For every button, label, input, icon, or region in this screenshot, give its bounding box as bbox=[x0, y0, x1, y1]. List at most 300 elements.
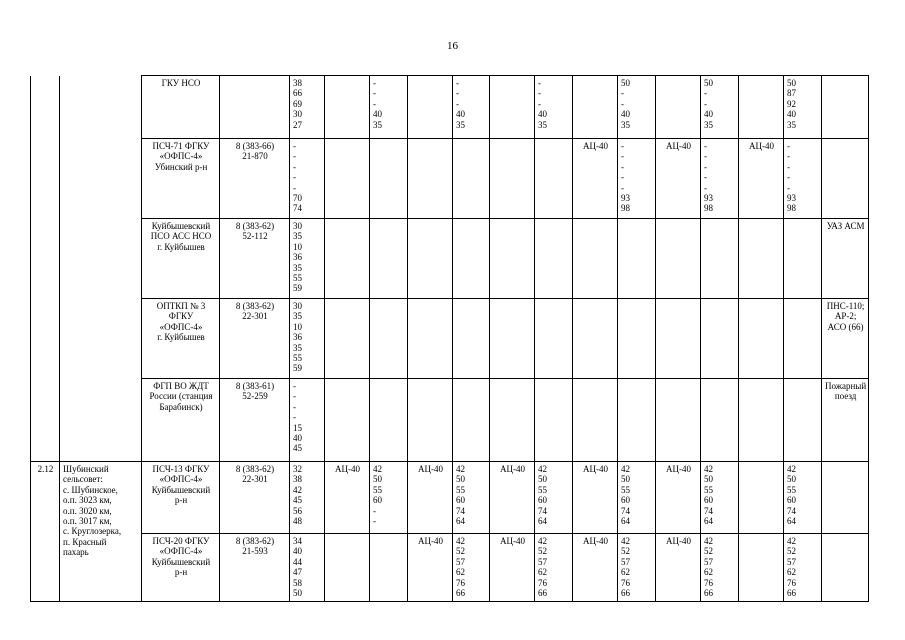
cell-line: 42 bbox=[456, 464, 465, 474]
cell-line: г. Куйбышев bbox=[157, 241, 205, 252]
cell-line: АЦ-40 bbox=[583, 141, 608, 151]
cell-line: - bbox=[293, 151, 296, 162]
cell-line: 50 bbox=[293, 588, 302, 599]
cell-line: 76 bbox=[787, 577, 796, 588]
cell-line: 52-259 bbox=[242, 391, 268, 402]
cell-line: 50 bbox=[373, 474, 382, 485]
cell-equip bbox=[822, 379, 869, 462]
cell-line: 74 bbox=[704, 505, 713, 516]
cell-line: с. Круглозерка, bbox=[63, 526, 122, 537]
cell-phone bbox=[220, 76, 290, 139]
cell-c7 bbox=[535, 534, 573, 602]
cell-line: - bbox=[621, 161, 624, 172]
cell-c2 bbox=[325, 299, 370, 379]
cell-unit bbox=[142, 462, 220, 534]
cell-line: - bbox=[373, 98, 376, 109]
cell-c12 bbox=[739, 462, 784, 534]
cell-c10 bbox=[656, 379, 701, 462]
cell-line: 74 bbox=[293, 203, 302, 214]
cell-district bbox=[60, 219, 142, 299]
cell-line: 64 bbox=[787, 516, 796, 527]
cell-c1 bbox=[290, 139, 325, 219]
cell-line: 64 bbox=[704, 516, 713, 527]
cell-c6 bbox=[490, 379, 535, 462]
cell-c1 bbox=[290, 299, 325, 379]
cell-line: 50 bbox=[787, 78, 796, 88]
cell-line: - bbox=[293, 391, 296, 402]
cell-c8 bbox=[573, 534, 618, 602]
cell-line: 42 bbox=[293, 484, 302, 495]
cell-line: поезд bbox=[834, 391, 857, 402]
cell-c4 bbox=[408, 379, 453, 462]
cell-c7 bbox=[535, 462, 573, 534]
cell-line: 93 bbox=[704, 193, 713, 204]
cell-c11 bbox=[701, 462, 739, 534]
cell-line: 21-870 bbox=[242, 151, 268, 162]
cell-c6 bbox=[490, 299, 535, 379]
cell-line: г. Куйбышев bbox=[157, 332, 205, 343]
cell-line: ОПТКП № 3 bbox=[156, 301, 206, 311]
cell-c3 bbox=[370, 219, 408, 299]
cell-line: - bbox=[621, 182, 624, 193]
cell-line: 42 bbox=[456, 536, 465, 546]
cell-c12 bbox=[739, 219, 784, 299]
cell-c7 bbox=[535, 76, 573, 139]
cell-line: АСО (66) bbox=[827, 321, 864, 332]
cell-c3 bbox=[370, 462, 408, 534]
cell-line: Пожарный bbox=[825, 381, 867, 391]
cell-line: 57 bbox=[456, 556, 465, 567]
cell-line: 35 bbox=[293, 342, 302, 353]
cell-line: «ОФПС-4» bbox=[159, 474, 203, 485]
cell-line: Убинский р-н bbox=[154, 161, 208, 172]
cell-line: 35 bbox=[621, 119, 630, 130]
cell-line: 52 bbox=[456, 546, 465, 557]
cell-line: 60 bbox=[787, 495, 796, 506]
cell-c4 bbox=[408, 299, 453, 379]
cell-line: 35 bbox=[538, 119, 547, 130]
cell-line: - bbox=[621, 141, 624, 151]
cell-line: 62 bbox=[704, 567, 713, 578]
cell-district bbox=[60, 462, 142, 602]
cell-c11 bbox=[701, 76, 739, 139]
cell-line: 30 bbox=[293, 221, 302, 231]
cell-line: 62 bbox=[621, 567, 630, 578]
cell-c5 bbox=[453, 462, 490, 534]
cell-line: - bbox=[538, 98, 541, 109]
cell-line: 30 bbox=[293, 301, 302, 311]
cell-line: 42 bbox=[787, 464, 796, 474]
cell-c2 bbox=[325, 379, 370, 462]
cell-line: 60 bbox=[456, 495, 465, 506]
cell-c11 bbox=[701, 139, 739, 219]
cell-c13 bbox=[784, 139, 822, 219]
cell-c12 bbox=[739, 299, 784, 379]
cell-line: России (станция bbox=[149, 391, 213, 402]
cell-line: 62 bbox=[787, 567, 796, 578]
cell-c10 bbox=[656, 219, 701, 299]
cell-line: - bbox=[373, 516, 376, 527]
cell-line: 42 bbox=[621, 536, 630, 546]
cell-line: - bbox=[704, 88, 707, 99]
cell-line: 22-301 bbox=[242, 474, 268, 485]
cell-c12 bbox=[739, 139, 784, 219]
cell-line: 38 bbox=[293, 78, 302, 88]
cell-line: 10 bbox=[293, 321, 302, 332]
cell-district bbox=[60, 139, 142, 219]
cell-line: 35 bbox=[293, 311, 302, 322]
cell-unit bbox=[142, 534, 220, 602]
cell-c7 bbox=[535, 219, 573, 299]
cell-line: АЦ-40 bbox=[335, 464, 360, 474]
cell-line: 66 bbox=[704, 588, 713, 599]
cell-line: 10 bbox=[293, 241, 302, 252]
cell-c5 bbox=[453, 219, 490, 299]
cell-line: - bbox=[704, 151, 707, 162]
cell-c8 bbox=[573, 462, 618, 534]
cell-line: р-н bbox=[174, 495, 188, 506]
cell-line: - bbox=[293, 401, 296, 412]
cell-no bbox=[31, 299, 60, 379]
cell-c5 bbox=[453, 299, 490, 379]
cell-c10 bbox=[656, 139, 701, 219]
cell-c10 bbox=[656, 76, 701, 139]
cell-line: 57 bbox=[704, 556, 713, 567]
cell-line: 35 bbox=[456, 119, 465, 130]
cell-line: сельсовет: bbox=[63, 474, 103, 485]
cell-line: 59 bbox=[293, 283, 302, 294]
cell-equip bbox=[822, 76, 869, 139]
table-row bbox=[31, 534, 869, 602]
cell-unit bbox=[142, 76, 220, 139]
table-row bbox=[31, 379, 869, 462]
cell-line: - bbox=[704, 161, 707, 172]
cell-text: 2.12 bbox=[37, 464, 54, 474]
cell-line: ГКУ НСО bbox=[161, 78, 201, 88]
cell-line: 35 bbox=[293, 231, 302, 242]
cell-line: 66 bbox=[621, 588, 630, 599]
cell-line: 42 bbox=[538, 536, 547, 546]
cell-line: 66 bbox=[538, 588, 547, 599]
cell-line: 40 bbox=[293, 433, 302, 444]
cell-line: - bbox=[456, 98, 459, 109]
cell-line: 66 bbox=[293, 88, 302, 99]
cell-line: АЦ-40 bbox=[418, 464, 443, 474]
cell-c12 bbox=[739, 379, 784, 462]
cell-line: 76 bbox=[538, 577, 547, 588]
cell-c13 bbox=[784, 299, 822, 379]
cell-no bbox=[31, 139, 60, 219]
cell-unit bbox=[142, 299, 220, 379]
cell-line: о.п. 3023 км, bbox=[63, 495, 112, 506]
cell-line: - bbox=[704, 98, 707, 109]
cell-line: 40 bbox=[704, 109, 713, 120]
cell-line: 52 bbox=[621, 546, 630, 557]
cell-line: 93 bbox=[787, 193, 796, 204]
cell-c2 bbox=[325, 534, 370, 602]
cell-c3 bbox=[370, 379, 408, 462]
cell-c6 bbox=[490, 462, 535, 534]
cell-c1 bbox=[290, 76, 325, 139]
cell-line: 74 bbox=[456, 505, 465, 516]
cell-line: 21-593 bbox=[242, 546, 268, 557]
cell-line: 50 bbox=[621, 474, 630, 485]
cell-line: - bbox=[373, 88, 376, 99]
cell-c1 bbox=[290, 379, 325, 462]
cell-line: - bbox=[293, 182, 296, 193]
cell-line: 60 bbox=[373, 495, 382, 506]
cell-c4 bbox=[408, 462, 453, 534]
cell-line: ПСЧ-13 ФГКУ bbox=[152, 464, 210, 474]
cell-line: 42 bbox=[787, 536, 796, 546]
cell-line: о.п. 3020 км, bbox=[63, 505, 112, 516]
cell-line: 42 bbox=[373, 464, 382, 474]
cell-c4 bbox=[408, 219, 453, 299]
cell-line: 62 bbox=[456, 567, 465, 578]
cell-c13 bbox=[784, 462, 822, 534]
cell-c4 bbox=[408, 76, 453, 139]
cell-line: 27 bbox=[293, 119, 302, 130]
table-row bbox=[31, 462, 869, 534]
cell-line: 40 bbox=[456, 109, 465, 120]
cell-c3 bbox=[370, 534, 408, 602]
cell-line: УАЗ АСМ bbox=[826, 221, 865, 231]
cell-c13 bbox=[784, 219, 822, 299]
table-row bbox=[31, 139, 869, 219]
cell-line: - bbox=[621, 172, 624, 183]
cell-line: 40 bbox=[538, 109, 547, 120]
cell-line: - bbox=[704, 172, 707, 183]
cell-line: АЦ-40 bbox=[418, 536, 443, 546]
cell-line: Шубинский bbox=[63, 464, 109, 474]
cell-c4 bbox=[408, 534, 453, 602]
cell-c9 bbox=[618, 379, 656, 462]
cell-c12 bbox=[739, 534, 784, 602]
cell-c3 bbox=[370, 299, 408, 379]
cell-line: 87 bbox=[787, 88, 796, 99]
cell-c7 bbox=[535, 379, 573, 462]
cell-line: 36 bbox=[293, 332, 302, 343]
cell-line: ПСЧ-71 ФГКУ bbox=[152, 141, 210, 151]
cell-line: 66 bbox=[456, 588, 465, 599]
cell-line: 50 bbox=[456, 474, 465, 485]
cell-line: - bbox=[621, 98, 624, 109]
cell-line: Куйбышевский bbox=[151, 221, 211, 231]
cell-line: 42 bbox=[704, 536, 713, 546]
cell-line: 32 bbox=[293, 464, 302, 474]
cell-line: 57 bbox=[787, 556, 796, 567]
cell-c10 bbox=[656, 534, 701, 602]
cell-line: 60 bbox=[704, 495, 713, 506]
cell-no bbox=[31, 76, 60, 139]
cell-line: - bbox=[456, 88, 459, 99]
cell-line: ФГКУ bbox=[168, 311, 194, 322]
cell-line: - bbox=[373, 505, 376, 516]
cell-line: 52-112 bbox=[242, 231, 268, 242]
cell-line: 55 bbox=[621, 484, 630, 495]
cell-c11 bbox=[701, 219, 739, 299]
cell-line: 57 bbox=[538, 556, 547, 567]
table-row bbox=[31, 219, 869, 299]
cell-line: 55 bbox=[293, 273, 302, 284]
table-row bbox=[31, 299, 869, 379]
cell-line: 8 (383-66) bbox=[235, 141, 275, 151]
cell-equip bbox=[822, 219, 869, 299]
cell-line: 50 bbox=[704, 78, 713, 88]
cell-line: - bbox=[373, 78, 376, 88]
cell-line: «ОФПС-4» bbox=[159, 321, 203, 332]
cell-line: АЦ-40 bbox=[666, 536, 691, 546]
cell-line: - bbox=[787, 172, 790, 183]
cell-district bbox=[60, 299, 142, 379]
cell-equip bbox=[822, 139, 869, 219]
cell-line: АР-2; bbox=[834, 311, 857, 322]
cell-c5 bbox=[453, 379, 490, 462]
cell-line: - bbox=[787, 161, 790, 172]
cell-line: АЦ-40 bbox=[666, 464, 691, 474]
cell-line: 74 bbox=[787, 505, 796, 516]
table-row bbox=[31, 76, 869, 139]
cell-c2 bbox=[325, 462, 370, 534]
cell-line: 50 bbox=[787, 474, 796, 485]
cell-line: «ОФПС-4» bbox=[159, 546, 203, 557]
cell-line: - bbox=[538, 78, 541, 88]
cell-c6 bbox=[490, 219, 535, 299]
cell-c8 bbox=[573, 379, 618, 462]
cell-c9 bbox=[618, 139, 656, 219]
cell-unit bbox=[142, 219, 220, 299]
cell-line: 35 bbox=[787, 119, 796, 130]
cell-equip bbox=[822, 462, 869, 534]
cell-line: 36 bbox=[293, 252, 302, 263]
cell-line: 8 (383-62) bbox=[235, 221, 275, 231]
cell-line: 40 bbox=[621, 109, 630, 120]
cell-line: 45 bbox=[293, 443, 302, 454]
cell-line: - bbox=[293, 412, 296, 423]
cell-line: 62 bbox=[538, 567, 547, 578]
cell-line: 42 bbox=[538, 464, 547, 474]
cell-c13 bbox=[784, 534, 822, 602]
cell-line: 55 bbox=[373, 484, 382, 495]
cell-line: 38 bbox=[293, 474, 302, 485]
cell-line: 57 bbox=[621, 556, 630, 567]
cell-line: 40 bbox=[373, 109, 382, 120]
cell-line: АЦ-40 bbox=[666, 141, 691, 151]
cell-line: - bbox=[787, 141, 790, 151]
cell-line: 8 (383-62) bbox=[235, 536, 275, 546]
cell-line: 66 bbox=[787, 588, 796, 599]
cell-c11 bbox=[701, 299, 739, 379]
cell-line: 64 bbox=[456, 516, 465, 527]
cell-line: 55 bbox=[787, 484, 796, 495]
cell-line: АЦ-40 bbox=[583, 464, 608, 474]
cell-c2 bbox=[325, 219, 370, 299]
cell-line: 52 bbox=[787, 546, 796, 557]
cell-line: р-н bbox=[174, 567, 188, 578]
cell-c8 bbox=[573, 76, 618, 139]
cell-line: - bbox=[293, 141, 296, 151]
cell-line: 22-301 bbox=[242, 311, 268, 322]
cell-line: 55 bbox=[293, 353, 302, 364]
cell-line: 47 bbox=[293, 567, 302, 578]
cell-line: 44 bbox=[293, 556, 302, 567]
cell-line: 50 bbox=[704, 474, 713, 485]
cell-line: 8 (383-61) bbox=[235, 381, 275, 391]
cell-line: 8 (383-62) bbox=[235, 464, 275, 474]
cell-line: АЦ-40 bbox=[749, 141, 774, 151]
cell-c3 bbox=[370, 139, 408, 219]
cell-line: 59 bbox=[293, 363, 302, 374]
cell-line: 15 bbox=[293, 422, 302, 433]
cell-c6 bbox=[490, 76, 535, 139]
cell-line: ПСЧ-20 ФГКУ bbox=[152, 536, 210, 546]
cell-line: 76 bbox=[704, 577, 713, 588]
cell-line: 69 bbox=[293, 98, 302, 109]
cell-line: 8 (383-62) bbox=[235, 301, 275, 311]
cell-unit bbox=[142, 139, 220, 219]
data-table bbox=[30, 75, 869, 602]
cell-line: - bbox=[704, 141, 707, 151]
cell-phone bbox=[220, 299, 290, 379]
cell-c2 bbox=[325, 139, 370, 219]
cell-c1 bbox=[290, 534, 325, 602]
cell-c5 bbox=[453, 534, 490, 602]
cell-line: ПСО АСС НСО bbox=[150, 231, 212, 242]
cell-line: 50 bbox=[621, 78, 630, 88]
cell-line: Барабинск) bbox=[159, 401, 203, 412]
cell-line: 55 bbox=[456, 484, 465, 495]
cell-line: - bbox=[538, 88, 541, 99]
cell-line: 92 bbox=[787, 98, 796, 109]
cell-line: 55 bbox=[538, 484, 547, 495]
cell-line: - bbox=[621, 88, 624, 99]
cell-phone bbox=[220, 534, 290, 602]
cell-line: 48 bbox=[293, 516, 302, 527]
cell-equip bbox=[822, 534, 869, 602]
cell-line: - bbox=[704, 182, 707, 193]
cell-c9 bbox=[618, 534, 656, 602]
cell-no bbox=[31, 379, 60, 462]
cell-line: 52 bbox=[538, 546, 547, 557]
cell-line: 40 bbox=[293, 546, 302, 557]
cell-c1 bbox=[290, 219, 325, 299]
cell-line: 60 bbox=[621, 495, 630, 506]
cell-c8 bbox=[573, 299, 618, 379]
cell-line: 56 bbox=[293, 505, 302, 516]
cell-c11 bbox=[701, 379, 739, 462]
cell-line: - bbox=[293, 172, 296, 183]
cell-line: - bbox=[787, 182, 790, 193]
cell-line: 35 bbox=[293, 262, 302, 273]
cell-line: - bbox=[621, 151, 624, 162]
cell-c7 bbox=[535, 139, 573, 219]
cell-c13 bbox=[784, 379, 822, 462]
cell-c9 bbox=[618, 76, 656, 139]
cell-line: 58 bbox=[293, 577, 302, 588]
cell-line: Куйбышевский bbox=[151, 556, 211, 567]
cell-line: - bbox=[456, 78, 459, 88]
cell-line: 98 bbox=[787, 203, 796, 214]
cell-line: «ОФПС-4» bbox=[159, 151, 203, 162]
cell-phone bbox=[220, 462, 290, 534]
cell-c6 bbox=[490, 139, 535, 219]
cell-c9 bbox=[618, 219, 656, 299]
cell-c10 bbox=[656, 462, 701, 534]
cell-district bbox=[60, 76, 142, 139]
cell-c2 bbox=[325, 76, 370, 139]
cell-line: о.п. 3017 км, bbox=[63, 516, 112, 527]
page-number: 16 bbox=[447, 40, 458, 52]
